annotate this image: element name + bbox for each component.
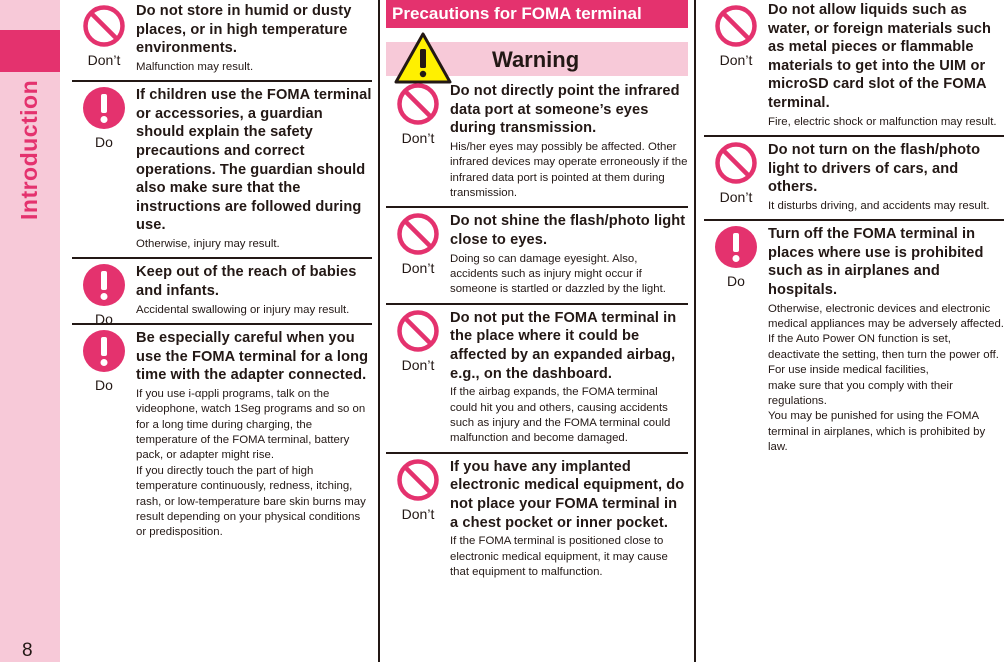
symbol-caption: Do	[727, 273, 745, 290]
do-symbol	[704, 225, 768, 289]
symbol-caption: Do	[95, 311, 113, 328]
prohibition-icon	[396, 82, 440, 126]
precaution-item	[72, 82, 372, 259]
precaution-item	[386, 305, 688, 454]
dont-symbol	[386, 458, 450, 522]
item-body: His/her eyes may possibly be affected. Other infrared devices may operate erroneously if the infrared data port is pointed at them during transmission.	[450, 140, 688, 199]
item-heading: Do not put the FOMA terminal in the place where it could be affected by an expanded airbag, e.g., on the dashboard.	[450, 309, 677, 382]
item-body: Accidental swallowing or injury may result.	[136, 303, 350, 316]
precaution-item	[72, 325, 372, 546]
symbol-caption: Don’t	[401, 260, 435, 277]
section-tab-marker	[0, 30, 60, 72]
item-heading: Keep out of the reach of babies and infants.	[136, 264, 357, 299]
item-body: It disturbs driving, and accidents may result.	[768, 199, 990, 212]
do-symbol	[72, 86, 136, 150]
page-number: 8	[22, 640, 33, 661]
item-body: Fire, electric shock or malfunction may result.	[768, 115, 997, 128]
item-heading: If you have any implanted electronic medical equipment, do not place your FOMA terminal in a chest pocket or inner pocket.	[450, 458, 685, 531]
item-body: Otherwise, injury may result.	[136, 237, 280, 250]
precaution-item	[704, 221, 1004, 460]
exclamation-icon	[82, 263, 126, 307]
item-heading: Do not directly point the infrared data port at someone’s eyes during transmission.	[450, 83, 680, 137]
dont-symbol	[386, 82, 450, 146]
precaution-item	[72, 259, 372, 328]
item-heading: Do not store in humid or dusty places, or in high temperature environments.	[136, 3, 352, 57]
item-body: Malfunction may result.	[136, 60, 254, 73]
prohibition-icon	[714, 141, 758, 185]
item-heading: Turn off the FOMA terminal in places where use is prohibited such as in airplanes and hospitals.	[768, 226, 984, 298]
do-symbol	[72, 263, 136, 327]
warning-bar	[386, 42, 688, 76]
precaution-item	[704, 0, 1004, 137]
symbol-caption: Don’t	[719, 188, 753, 205]
symbol-caption: Don’t	[87, 52, 121, 68]
column-3	[704, 0, 1004, 461]
item-body: Doing so can damage eyesight. Also, accidents such as injury might occur if someone is startled or dazzled by the light.	[450, 252, 666, 296]
exclamation-icon	[714, 225, 758, 269]
item-heading: If children use the FOMA terminal or accessories, a guardian should explain the safety precautions and correct operations. The guardian should also make sure that the instructions are followed during use.	[136, 87, 372, 234]
precaution-item	[704, 137, 1004, 221]
section-label: Introduction	[16, 79, 42, 220]
prohibition-icon	[714, 4, 758, 48]
symbol-caption: Don’t	[719, 52, 753, 68]
prohibition-icon	[82, 4, 126, 48]
item-body: Otherwise, electronic devices and electronic medical appliances may be adversely affected. If the Auto Power ON function is set, deactivate the setting, then turn the power off. For use inside medical facilities, make sure that you comply with their regulations. You may be punished for using the FOMA terminal in airplanes, which is prohibited by law.	[768, 302, 1004, 454]
precaution-item	[386, 208, 688, 304]
precaution-item	[386, 454, 688, 586]
symbol-caption: Do	[95, 134, 113, 151]
column-2	[386, 0, 688, 585]
symbol-caption: Don’t	[401, 505, 435, 522]
symbol-caption: Do	[95, 376, 113, 393]
item-heading: Be especially careful when you use the FOMA terminal for a long time with the adapter connected.	[136, 329, 369, 384]
item-body: If the airbag expands, the FOMA terminal could hit you and others, causing accidents such as injury and the FOMA terminal could malfunction and become damaged.	[450, 386, 671, 445]
warning-triangle-icon	[394, 32, 452, 84]
sidebar	[0, 0, 60, 662]
precaution-item	[386, 78, 688, 208]
dont-symbol	[386, 212, 450, 276]
warning-label: Warning	[492, 47, 580, 72]
column-1	[72, 0, 372, 546]
do-symbol	[72, 329, 136, 393]
column-divider-left	[378, 0, 380, 662]
item-body: If you use i-αppli programs, talk on the videophone, watch 1Seg programs and so on for a long time during charging, the temperature of the FOMA terminal, battery pack, or adapter might rise. If you directly touch the part of high temperature continuously, redness, itching, rash, or low-temperature bare skin burns may result depending on your physical conditions or predisposition.	[136, 387, 366, 539]
dont-symbol	[704, 141, 768, 205]
prohibition-icon	[396, 458, 440, 502]
dont-symbol	[72, 4, 136, 68]
item-body: If the FOMA terminal is positioned close to electronic medical equipment, it may cause that equipment to malfunction.	[450, 535, 668, 578]
precaution-item	[72, 0, 372, 82]
prohibition-icon	[396, 309, 440, 353]
dont-symbol	[386, 309, 450, 373]
item-heading: Do not turn on the flash/photo light to drivers of cars, and others.	[768, 141, 981, 196]
symbol-caption: Don’t	[401, 356, 435, 373]
symbol-caption: Don’t	[401, 130, 435, 146]
prohibition-icon	[396, 212, 440, 256]
item-heading: Do not shine the flash/photo light close to eyes.	[450, 213, 686, 248]
column-divider-right	[694, 0, 696, 662]
exclamation-icon	[82, 329, 126, 373]
section-heading: Precautions for FOMA terminal	[386, 0, 688, 28]
dont-symbol	[704, 4, 768, 68]
item-heading: Do not allow liquids such as water, or foreign materials such as metal pieces or flammable materials to get into the UIM or microSD card slot of the FOMA terminal.	[768, 2, 991, 111]
exclamation-icon	[82, 86, 126, 130]
